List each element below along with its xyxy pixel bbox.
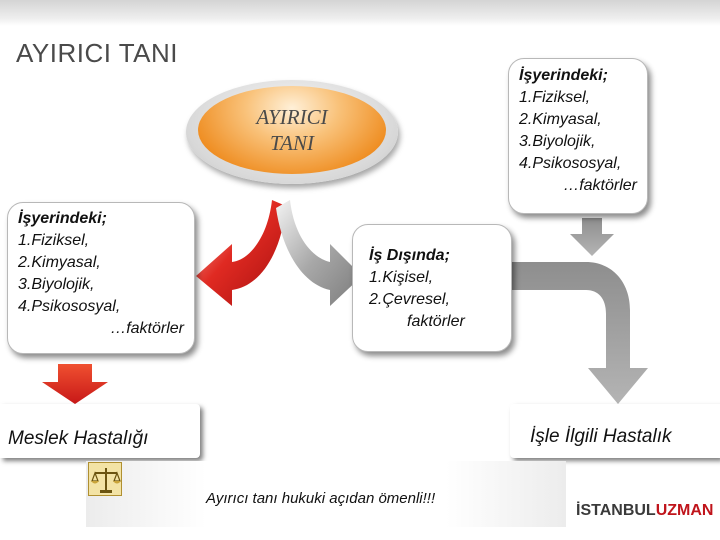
brand-logo — [576, 502, 713, 520]
scales-of-justice-icon — [88, 462, 122, 496]
right-box-item: 2.Kimyasal, — [519, 111, 602, 128]
red-curved-arrow — [196, 200, 286, 306]
left-box-item: 4.Psikososyal, — [18, 298, 121, 315]
gray-curved-arrow — [276, 200, 362, 306]
brand-part-1: İSTANBUL — [576, 502, 656, 519]
middle-box-item: 2.Çevresel, — [369, 291, 450, 308]
right-box-item: 4.Psikososyal, — [519, 155, 622, 172]
slide-title: AYIRICI TANI — [16, 38, 179, 68]
center-label: AYIRICI TANI — [256, 105, 328, 155]
red-down-arrow — [42, 364, 108, 404]
footer-note: Ayırıcı tanı hukuki açıdan ömenli!!! — [206, 490, 436, 507]
left-box-item: 1.Fiziksel, — [18, 232, 90, 249]
gray-bent-arrow — [512, 262, 648, 404]
result-work-related-disease: İşle İlgili Hastalık — [530, 426, 672, 447]
middle-box-tail: faktörler — [407, 313, 465, 330]
left-box-item: 2.Kimyasal, — [18, 254, 101, 271]
left-factor-box — [7, 202, 195, 354]
left-box-heading: İşyerindeki; — [18, 210, 107, 227]
right-box-item: 3.Biyolojik, — [519, 133, 596, 150]
middle-factor-box — [352, 224, 512, 352]
brand-part-2: UZMAN — [655, 502, 714, 519]
left-box-item: 3.Biyolojik, — [18, 276, 95, 293]
middle-box-item: 1.Kişisel, — [369, 269, 434, 286]
result-occupational-disease: Meslek Hastalığı — [8, 428, 149, 449]
left-box-tail: …faktörler — [110, 320, 184, 337]
right-box-heading: İşyerindeki; — [519, 67, 608, 84]
center-oval — [198, 86, 386, 174]
right-box-tail: …faktörler — [563, 177, 637, 194]
middle-box-heading: İş Dışında; — [369, 247, 450, 264]
right-factor-box — [508, 58, 648, 214]
right-box-item: 1.Fiziksel, — [519, 89, 591, 106]
gray-down-arrow — [570, 218, 614, 256]
